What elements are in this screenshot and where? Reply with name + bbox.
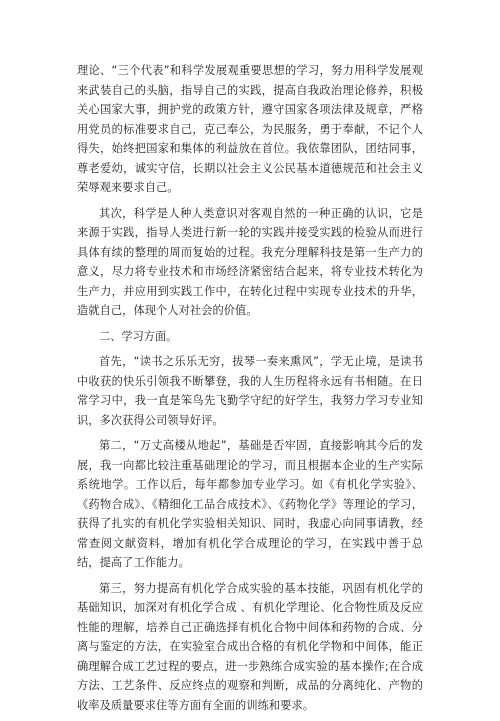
paragraph-lab-skills: 第三，努力提高有机化学合成实验的基本技能，巩固有机化学的基础知识，加深对有机化学合成 、有机化学理论、化合物性质及反应性能的理解，培养自己正确选择有机化合物中间体和药物的合成、分离与鉴定的方法，在实验室合成出合格的有机化学物和中间体，能正确理解合成工艺过程的要点，进一步熟练合成实验的基本操作;在合成方法、工艺条件、反应终点的观察和判断，成品的分离纯化、产物的收率及质量要求住等方面有全面的训练和要求。 xyxy=(77,581,423,712)
paragraph-political-theory: 理论、“三个代表”和科学发展观重要思想的学习，努力用科学发展观来武装自己的头脑，指导自己的实践，提高自我政治理论修养，积极关心国家大事，拥护党的政策方针，遵守国家各项法律及规章，严格用党员的标准要求自己，克己奉公，为民服务，勇于奉献，不记个人得失，始终把国家和集体的利益放在首位。我依靠团队，团结同事，尊老爱幼，诚实守信，长期以社会主义公民基本道德规范和社会主义荣辱观来要求自己。 xyxy=(77,64,423,194)
document-body xyxy=(77,61,423,721)
section-heading-study: 二、学习方面。 xyxy=(99,329,178,343)
paragraph-reading: 首先，“读书之乐乐无穷，拔琴一奏来熏风”，学无止境，是读书中收获的快乐引领我不断攀登，我的人生历程将永远有书相随。在日常学习中，我一直是笨鸟先飞勤学守纪的好学生，我努力学习专业知识，多次获得公司领导好评。 xyxy=(77,355,423,427)
paragraph-foundation: 第二，“万丈高楼从地起”，基础是否牢固，直接影响其今后的发展，我一向都比较注重基础理论的学习，而且根据本企业的生产实际系统地学。工作以后，每年都参加专业学习。如《有机化学实验》、《药物合成》、《精细化工品合成技术》、《药物化学》等理论的学习，获得了扎实的有机化学实验相关知识、同时，我虚心向同事请教，经常查阅文献资料，增加有机化学合成理论的学习，在实践中善于总结，提高了工作能力。 xyxy=(77,439,423,569)
paragraph-science-practice: 其次，科学是人种人类意识对客观自然的一种正确的认识，它是来源于实践，指导人类进行新一轮的实践并接受实践的检验从而进行具体有续的整理的周而复始的过程。我充分理解科技是第一生产力的意义，尽力将专业技术和市场经济紧密结合起来，将专业技术转化为生产力，并应用到实践工作中，在转化过程中实现专业技术的升华，造就自己，体现个人对社会的价值。 xyxy=(77,206,423,317)
